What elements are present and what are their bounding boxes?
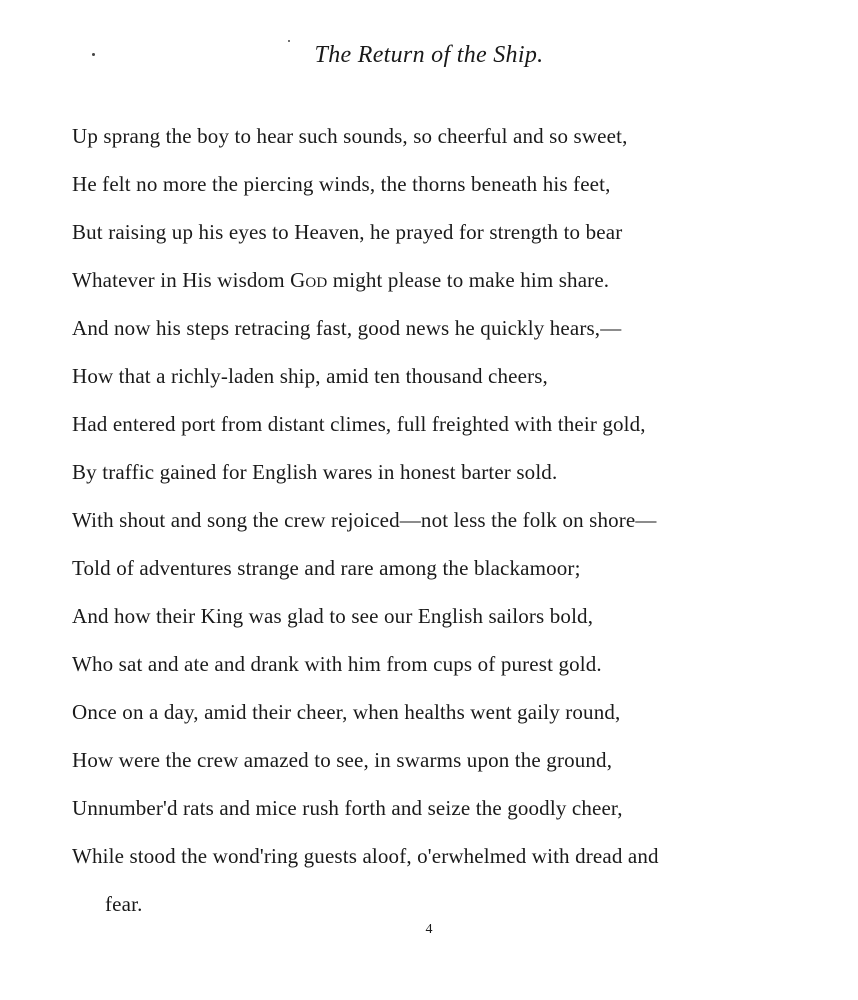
page-title: The Return of the Ship.	[314, 42, 544, 68]
poem-line-segment: might please to make him share.	[332, 268, 610, 292]
poem-line: Unnumber'd rats and mice rush forth and seize the goodly cheer,	[72, 796, 623, 820]
small-caps-word: God	[290, 268, 328, 292]
page-number: 4	[425, 922, 433, 937]
poem-line: While stood the wond'ring guests aloof, o'erwhelmed with dread and	[72, 844, 659, 868]
poem-text	[72, 112, 832, 928]
poem-line: He felt no more the piercing winds, the thorns beneath his feet,	[72, 172, 611, 196]
poem-line: And how their King was glad to see our English sailors bold,	[72, 604, 594, 628]
poem-line: How were the crew amazed to see, in swarms upon the ground,	[72, 748, 613, 772]
poem-line: By traffic gained for English wares in honest barter sold.	[72, 460, 558, 484]
poem-line	[72, 256, 832, 304]
poem-line: Told of adventures strange and rare among the blackamoor;	[72, 556, 581, 580]
poem-line: Up sprang the boy to hear such sounds, so cheerful and so sweet,	[72, 124, 628, 148]
poem-line: How that a richly-laden ship, amid ten thousand cheers,	[72, 364, 548, 388]
poem-line-continuation: fear.	[105, 892, 143, 916]
poem-line-segment: Whatever in His wisdom	[72, 268, 285, 292]
poem-line: Had entered port from distant climes, full freighted with their gold,	[72, 412, 646, 436]
poem-line: But raising up his eyes to Heaven, he prayed for strength to bear	[72, 220, 623, 244]
poem-line: Who sat and ate and drank with him from cups of purest gold.	[72, 652, 602, 676]
poem-line: Once on a day, amid their cheer, when healths went gaily round,	[72, 700, 621, 724]
poem-line: With shout and song the crew rejoiced—not less the folk on shore—	[72, 508, 657, 532]
poem-line: And now his steps retracing fast, good news he quickly hears,—	[72, 316, 622, 340]
